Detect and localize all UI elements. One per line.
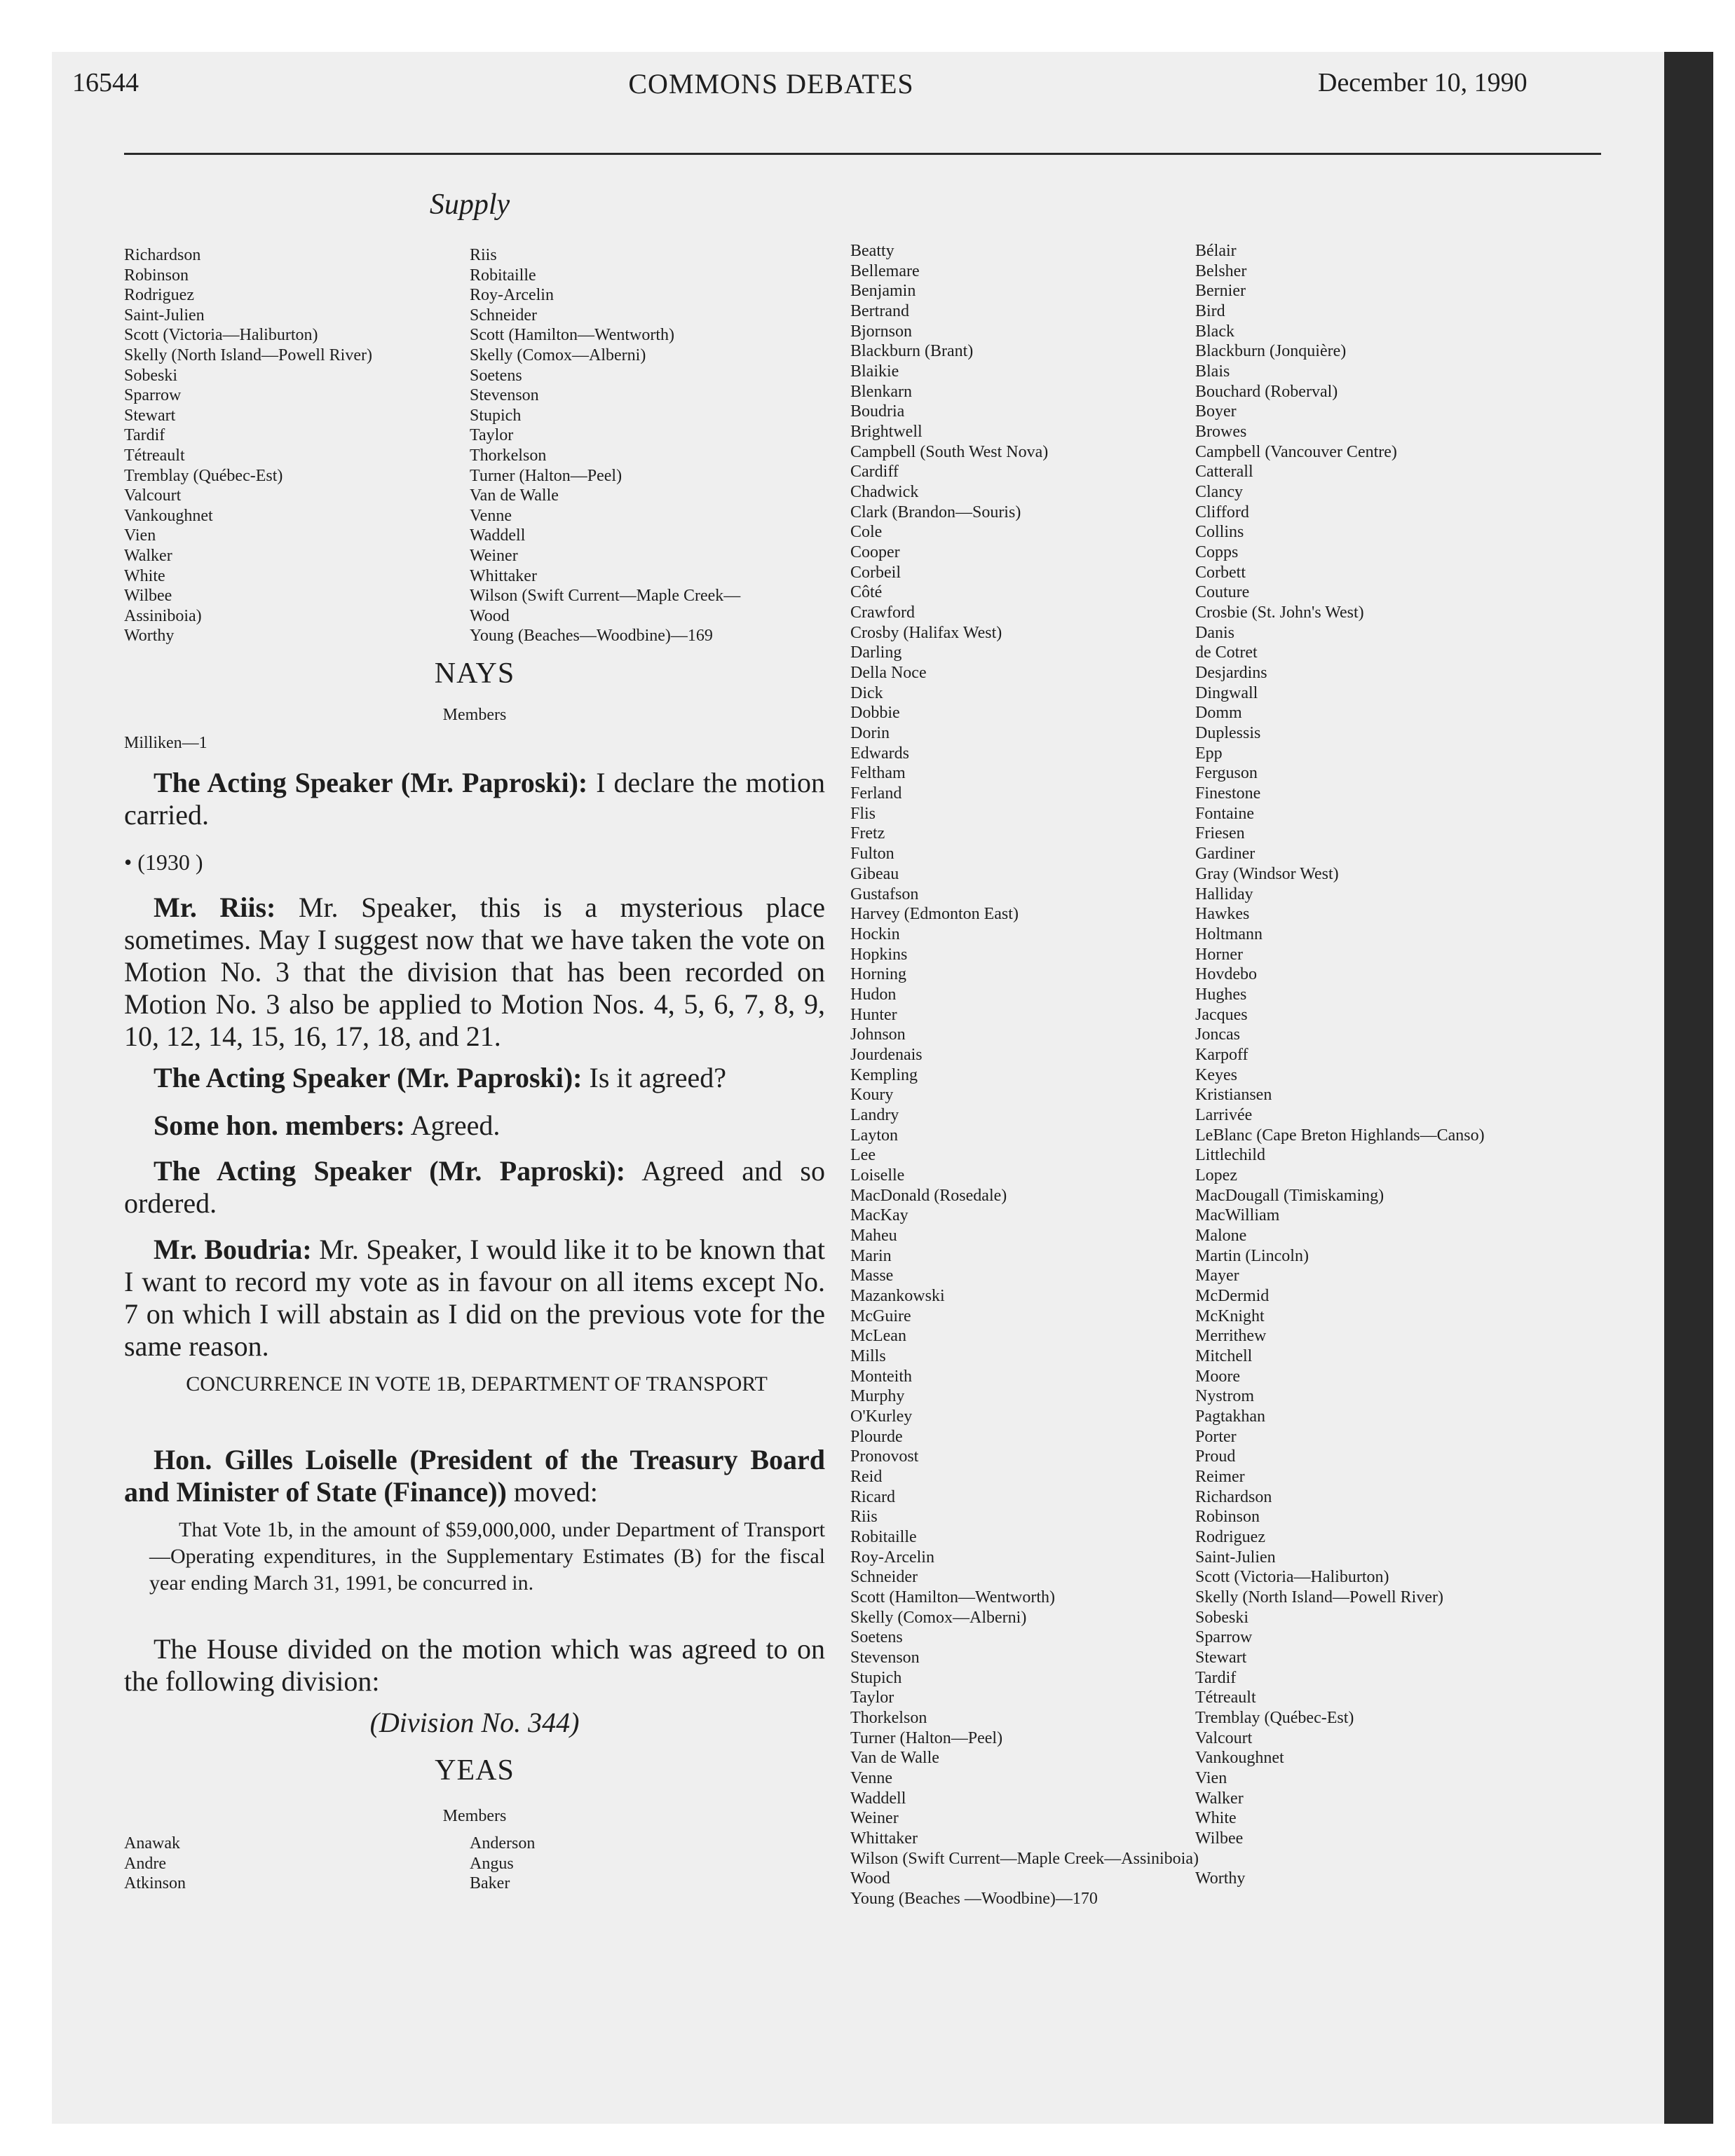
- member-name: Tétreault: [1195, 1688, 1256, 1707]
- member-name: Crawford: [850, 603, 915, 622]
- member-name: Blackburn (Brant): [850, 342, 974, 361]
- member-name: Sparrow: [124, 386, 182, 405]
- member-name: Assiniboia): [124, 606, 202, 625]
- member-name: Young (Beaches —Woodbine)—170: [850, 1890, 1098, 1909]
- member-name: LeBlanc (Cape Breton Highlands—Canso): [1195, 1126, 1485, 1145]
- member-name: Merrithew: [1195, 1327, 1267, 1346]
- division-label: (Division No. 344): [369, 1707, 580, 1738]
- yeas-col2: [470, 1834, 535, 1894]
- member-name: Soetens: [470, 366, 522, 385]
- member-name: Catterall: [1195, 463, 1253, 482]
- member-name: Belsher: [1195, 261, 1247, 280]
- member-name: Scott (Hamilton—Wentworth): [470, 326, 675, 345]
- member-name: Walker: [1195, 1789, 1244, 1808]
- speaker-label: The Acting Speaker (Mr. Paproski):: [154, 1155, 626, 1187]
- member-name: Scott (Hamilton—Wentworth): [850, 1588, 1056, 1607]
- prev-division-col2: [470, 245, 740, 646]
- member-name: Tardif: [124, 426, 165, 445]
- member-name: Bellemare: [850, 261, 920, 280]
- member-name: Copps: [1195, 543, 1239, 562]
- member-name: Ricard: [850, 1487, 895, 1506]
- paragraph-text: Agreed.: [404, 1110, 501, 1141]
- member-name: Hopkins: [850, 945, 908, 964]
- member-name: Blaikie: [850, 362, 899, 381]
- member-name: Taylor: [470, 426, 514, 445]
- yeas-col1: [124, 1834, 186, 1894]
- member-name: Johnson: [850, 1025, 906, 1044]
- member-name: Vien: [124, 526, 156, 545]
- member-name: Vankoughnet: [1195, 1749, 1284, 1768]
- member-name: Finestone: [1195, 784, 1261, 803]
- member-name: Edwards: [850, 744, 909, 763]
- member-name: MacKay: [850, 1206, 909, 1225]
- member-name: Mazankowski: [850, 1286, 945, 1305]
- page-number: 16544: [72, 68, 139, 97]
- member-name: Feltham: [850, 764, 906, 783]
- member-name: Bird: [1195, 302, 1225, 321]
- member-name: Marin: [850, 1246, 892, 1265]
- member-name: Tardif: [1195, 1668, 1237, 1687]
- yeas-members-label: Members: [442, 1807, 507, 1825]
- member-name: Skelly (North Island—Powell River): [124, 346, 372, 364]
- member-name: Holtmann: [1195, 925, 1263, 943]
- member-name: Roy-Arcelin: [470, 286, 554, 305]
- paragraph-loiselle-moved: [124, 1444, 825, 1508]
- member-name: Thorkelson: [850, 1709, 927, 1728]
- member-name: Stevenson: [470, 386, 539, 405]
- member-name: Masse: [850, 1267, 894, 1285]
- member-name: Karpoff: [1195, 1045, 1248, 1064]
- member-name: Cardiff: [850, 463, 899, 482]
- member-name: Benjamin: [850, 282, 916, 301]
- member-name: Reid: [850, 1467, 883, 1486]
- member-name: Wood: [850, 1869, 890, 1888]
- member-name: Vankoughnet: [124, 506, 213, 525]
- member-name: Valcourt: [124, 486, 182, 505]
- nays-members-label: Members: [442, 706, 507, 724]
- member-name: Danis: [1195, 623, 1234, 642]
- member-name: Gardiner: [1195, 845, 1256, 864]
- member-name: Proud: [1195, 1447, 1236, 1466]
- prev-division-col1: [124, 245, 372, 646]
- member-name: Kempling: [850, 1065, 918, 1084]
- member-name: Vien: [1195, 1769, 1227, 1788]
- member-name: Nystrom: [1195, 1387, 1254, 1406]
- member-name: Clark (Brandon—Souris): [850, 503, 1021, 521]
- member-name: Campbell (Vancouver Centre): [1195, 442, 1397, 461]
- member-name: Sobeski: [124, 366, 178, 385]
- member-name: Weiner: [850, 1809, 899, 1828]
- member-name: Milliken—1: [124, 734, 207, 752]
- member-name: Fulton: [850, 845, 894, 864]
- member-name: Côté: [850, 583, 883, 602]
- member-name: Stupich: [850, 1668, 902, 1687]
- member-name: Blais: [1195, 362, 1230, 381]
- member-name: O'Kurley: [850, 1407, 913, 1426]
- member-name: Whittaker: [470, 566, 537, 585]
- member-name: Crosbie (St. John's West): [1195, 603, 1364, 622]
- member-name: McKnight: [1195, 1306, 1265, 1325]
- member-name: Black: [1195, 322, 1234, 341]
- paragraph-agreed: [124, 1110, 825, 1142]
- member-name: White: [124, 566, 165, 585]
- member-name: Halliday: [1195, 885, 1253, 903]
- member-name: Robitaille: [470, 266, 536, 285]
- member-name: Riis: [470, 246, 497, 264]
- member-name: Skelly (Comox—Alberni): [850, 1608, 1027, 1627]
- member-name: Dorin: [850, 724, 890, 743]
- member-name: Roy-Arcelin: [850, 1548, 934, 1567]
- member-name: Darling: [850, 643, 902, 662]
- member-name: Waddell: [850, 1789, 906, 1808]
- member-name: Kristiansen: [1195, 1086, 1272, 1105]
- member-name: Loiselle: [850, 1166, 905, 1185]
- paragraph-text: moved:: [506, 1476, 598, 1508]
- member-name: Wilson (Swift Current—Maple Creek—Assiniboia): [850, 1849, 1199, 1868]
- member-name: Moore: [1195, 1367, 1240, 1386]
- member-name: Schneider: [850, 1568, 918, 1587]
- member-name: Schneider: [470, 306, 537, 325]
- member-name: Atkinson: [124, 1874, 186, 1893]
- member-name: Hawkes: [1195, 905, 1250, 924]
- member-name: Anderson: [470, 1834, 536, 1853]
- member-name: Crosby (Halifax West): [850, 623, 1002, 642]
- member-name: Duplessis: [1195, 724, 1261, 743]
- member-name: Reimer: [1195, 1467, 1245, 1486]
- member-name: Bernier: [1195, 282, 1246, 301]
- member-name: Monteith: [850, 1367, 912, 1386]
- member-name: Sobeski: [1195, 1608, 1249, 1627]
- yeas-col3: [850, 241, 1199, 1909]
- member-name: Stewart: [124, 406, 176, 425]
- member-name: Beatty: [850, 242, 894, 260]
- member-name: Lee: [850, 1146, 876, 1165]
- member-name: Mitchell: [1195, 1346, 1253, 1365]
- motion-text: That Vote 1b, in the amount of $59,000,000, under Department of Transport—Operating expenditures, in the Supplementary Estimates (B) for the fiscal year ending March 31, 1991, be concurred in.: [149, 1518, 825, 1595]
- member-name: MacDonald (Rosedale): [850, 1186, 1007, 1205]
- header-rule: [124, 153, 1601, 155]
- paragraph-text: The House divided on the motion which was agreed to on the following division:: [124, 1633, 825, 1697]
- member-name: Plourde: [850, 1427, 903, 1446]
- paragraph-text: Mr. Speaker, this is a mysterious place sometimes. May I suggest now that we have taken the vote on Motion No. 3 that the division that has been recorded on Motion No. 3 also be applied to Motion Nos. 4, 5, 6, 7, 8, 9, 10, 12, 14, 15, 16, 17, 18, and 21.: [124, 892, 825, 1052]
- member-name: Dobbie: [850, 704, 900, 723]
- paragraph-so-ordered: [124, 1155, 825, 1220]
- paragraph-house-divided: [124, 1633, 825, 1698]
- member-name: Littlechild: [1195, 1146, 1265, 1165]
- member-name: Chadwick: [850, 483, 919, 502]
- member-name: [1195, 1849, 1485, 1869]
- member-name: Tétreault: [124, 446, 185, 465]
- concurrence-heading: CONCURRENCE IN VOTE 1B, DEPARTMENT OF TRANSPORT: [186, 1372, 768, 1396]
- member-name: Bertrand: [850, 302, 909, 321]
- member-name: Venne: [470, 506, 512, 525]
- member-name: Sparrow: [1195, 1628, 1253, 1647]
- member-name: Horner: [1195, 945, 1243, 964]
- member-name: Worthy: [1195, 1869, 1246, 1888]
- member-name: Jacques: [1195, 1005, 1248, 1024]
- member-name: Domm: [1195, 704, 1242, 723]
- member-name: Weiner: [470, 546, 518, 565]
- member-name: Maheu: [850, 1226, 897, 1245]
- member-name: de Cotret: [1195, 643, 1258, 662]
- member-name: Waddell: [470, 526, 526, 545]
- nays-heading: NAYS: [434, 657, 515, 690]
- yeas-col4: [1195, 241, 1485, 1889]
- paragraph-text: Is it agreed?: [582, 1062, 726, 1093]
- speaker-label: The Acting Speaker (Mr. Paproski):: [154, 1062, 583, 1093]
- member-name: Rodriguez: [1195, 1528, 1265, 1546]
- member-name: Rodriguez: [124, 286, 194, 305]
- member-name: Flis: [850, 804, 876, 823]
- member-name: Riis: [850, 1508, 878, 1527]
- member-name: Saint-Julien: [1195, 1548, 1276, 1567]
- paragraph-text: I declare the motion carried.: [124, 767, 825, 831]
- member-name: Clifford: [1195, 503, 1249, 521]
- speaker-label: Some hon. members:: [154, 1110, 405, 1141]
- member-name: Skelly (Comox—Alberni): [470, 346, 646, 364]
- member-name: Martin (Lincoln): [1195, 1246, 1309, 1265]
- member-name: Robitaille: [850, 1528, 917, 1546]
- paragraph-riis: [124, 892, 825, 1053]
- scan-edge-shadow: [1664, 52, 1713, 2124]
- member-name: Epp: [1195, 744, 1223, 763]
- member-name: Blenkarn: [850, 382, 912, 401]
- member-name: Van de Walle: [470, 486, 559, 505]
- member-name: Keyes: [1195, 1065, 1237, 1084]
- member-name: Walker: [124, 546, 172, 565]
- member-name: Gray (Windsor West): [1195, 864, 1339, 883]
- member-name: Boyer: [1195, 402, 1237, 421]
- paragraph-boudria: [124, 1234, 825, 1363]
- member-name: Turner (Halton—Peel): [850, 1728, 1003, 1747]
- member-name: Mills: [850, 1346, 886, 1365]
- page-date: December 10, 1990: [1318, 68, 1528, 97]
- member-name: Tremblay (Québec-Est): [1195, 1709, 1354, 1728]
- member-name: Hunter: [850, 1005, 897, 1024]
- speaker-label: The Acting Speaker (Mr. Paproski):: [154, 767, 588, 798]
- member-name: Fontaine: [1195, 804, 1254, 823]
- member-name: MacDougall (Timiskaming): [1195, 1186, 1384, 1205]
- time-marker: • (1930 ): [124, 850, 203, 875]
- member-name: Saint-Julien: [124, 306, 205, 325]
- member-name: Couture: [1195, 583, 1250, 602]
- member-name: Layton: [850, 1126, 898, 1145]
- member-name: Wilbee: [1195, 1829, 1244, 1848]
- member-name: Desjardins: [1195, 664, 1267, 683]
- member-name: Skelly (North Island—Powell River): [1195, 1588, 1443, 1607]
- member-name: Gustafson: [850, 885, 919, 903]
- member-name: Wood: [470, 606, 510, 625]
- speaker-label: Hon. Gilles Loiselle (President of the Treasury Board and Minister of State (Finance)): [124, 1444, 825, 1508]
- member-name: Dick: [850, 683, 883, 702]
- member-name: Van de Walle: [850, 1749, 939, 1768]
- member-name: Pagtakhan: [1195, 1407, 1265, 1426]
- member-name: Venne: [850, 1769, 892, 1788]
- member-name: Thorkelson: [470, 446, 547, 465]
- member-name: Angus: [470, 1854, 514, 1873]
- member-name: Turner (Halton—Peel): [470, 466, 622, 485]
- member-name: Andre: [124, 1854, 166, 1873]
- member-name: Friesen: [1195, 824, 1245, 843]
- speaker-label: Mr. Riis:: [154, 892, 276, 923]
- member-name: Wilbee: [124, 587, 172, 606]
- member-name: Young (Beaches—Woodbine)—169: [470, 627, 713, 646]
- member-name: White: [1195, 1809, 1237, 1828]
- member-name: Murphy: [850, 1387, 905, 1406]
- member-name: Brightwell: [850, 423, 923, 442]
- member-name: Hovdebo: [1195, 965, 1257, 984]
- member-name: Browes: [1195, 423, 1247, 442]
- member-name: Stevenson: [850, 1649, 920, 1667]
- member-name: Anawak: [124, 1834, 180, 1853]
- member-name: Stupich: [470, 406, 522, 425]
- member-name: Scott (Victoria—Haliburton): [124, 326, 318, 345]
- journal-title: COMMONS DEBATES: [628, 68, 914, 100]
- member-name: Taylor: [850, 1688, 894, 1707]
- member-name: Valcourt: [1195, 1728, 1253, 1747]
- member-name: Soetens: [850, 1628, 903, 1647]
- member-name: Tremblay (Québec-Est): [124, 466, 283, 485]
- paragraph-text: Mr. Speaker, I would like it to be known that I want to record my vote as in favour on all items except No. 7 on which I will abstain as I did on the previous vote for the same reason.: [124, 1234, 826, 1362]
- member-name: Stewart: [1195, 1649, 1247, 1667]
- member-name: Joncas: [1195, 1025, 1240, 1044]
- member-name: McDermid: [1195, 1286, 1270, 1305]
- member-name: Malone: [1195, 1226, 1247, 1245]
- member-name: Landry: [850, 1105, 899, 1124]
- member-name: Richardson: [124, 246, 201, 264]
- member-name: Bélair: [1195, 242, 1237, 260]
- member-name: Koury: [850, 1086, 894, 1105]
- member-name: Larrivée: [1195, 1105, 1253, 1124]
- member-name: McGuire: [850, 1306, 911, 1325]
- paragraph-speaker-declares: [124, 767, 825, 831]
- speaker-label: Mr. Boudria:: [154, 1234, 312, 1265]
- member-name: Cole: [850, 523, 883, 542]
- section-title: Supply: [429, 189, 510, 221]
- member-name: Richardson: [1195, 1487, 1272, 1506]
- member-name: Corbeil: [850, 563, 901, 582]
- member-name: Della Noce: [850, 664, 927, 683]
- member-name: Corbett: [1195, 563, 1246, 582]
- member-name: Robinson: [124, 266, 189, 285]
- member-name: Fretz: [850, 824, 885, 843]
- member-name: Porter: [1195, 1427, 1237, 1446]
- member-name: Baker: [470, 1874, 510, 1893]
- member-name: Dingwall: [1195, 683, 1258, 702]
- member-name: Cooper: [850, 543, 900, 562]
- member-name: Collins: [1195, 523, 1244, 542]
- member-name: Clancy: [1195, 483, 1243, 502]
- member-name: Campbell (South West Nova): [850, 442, 1049, 461]
- member-name: Bouchard (Roberval): [1195, 382, 1338, 401]
- member-name: Pronovost: [850, 1447, 919, 1466]
- member-name: Blackburn (Jonquière): [1195, 342, 1347, 361]
- member-name: Horning: [850, 965, 906, 984]
- member-name: Scott (Victoria—Haliburton): [1195, 1568, 1389, 1587]
- member-name: Worthy: [124, 627, 175, 646]
- member-name: Mayer: [1195, 1267, 1239, 1285]
- member-name: Hughes: [1195, 985, 1247, 1004]
- member-name: Ferland: [850, 784, 902, 803]
- paragraph-is-it-agreed: [124, 1062, 825, 1094]
- member-name: Hudon: [850, 985, 897, 1004]
- member-name: Harvey (Edmonton East): [850, 905, 1019, 924]
- member-name: Boudria: [850, 402, 905, 421]
- yeas-heading: YEAS: [435, 1754, 515, 1787]
- member-name: Hockin: [850, 925, 900, 943]
- member-name: Gibeau: [850, 864, 899, 883]
- nays-names: [124, 733, 207, 753]
- member-name: Lopez: [1195, 1166, 1237, 1185]
- member-name: Whittaker: [850, 1829, 918, 1848]
- member-name: McLean: [850, 1327, 906, 1346]
- member-name: Bjornson: [850, 322, 913, 341]
- member-name: Ferguson: [1195, 764, 1258, 783]
- member-name: Wilson (Swift Current—Maple Creek—: [470, 587, 741, 606]
- member-name: MacWilliam: [1195, 1206, 1280, 1225]
- member-name: Jourdenais: [850, 1045, 923, 1064]
- paragraph-text: Agreed and so ordered.: [124, 1155, 825, 1219]
- member-name: Robinson: [1195, 1508, 1260, 1527]
